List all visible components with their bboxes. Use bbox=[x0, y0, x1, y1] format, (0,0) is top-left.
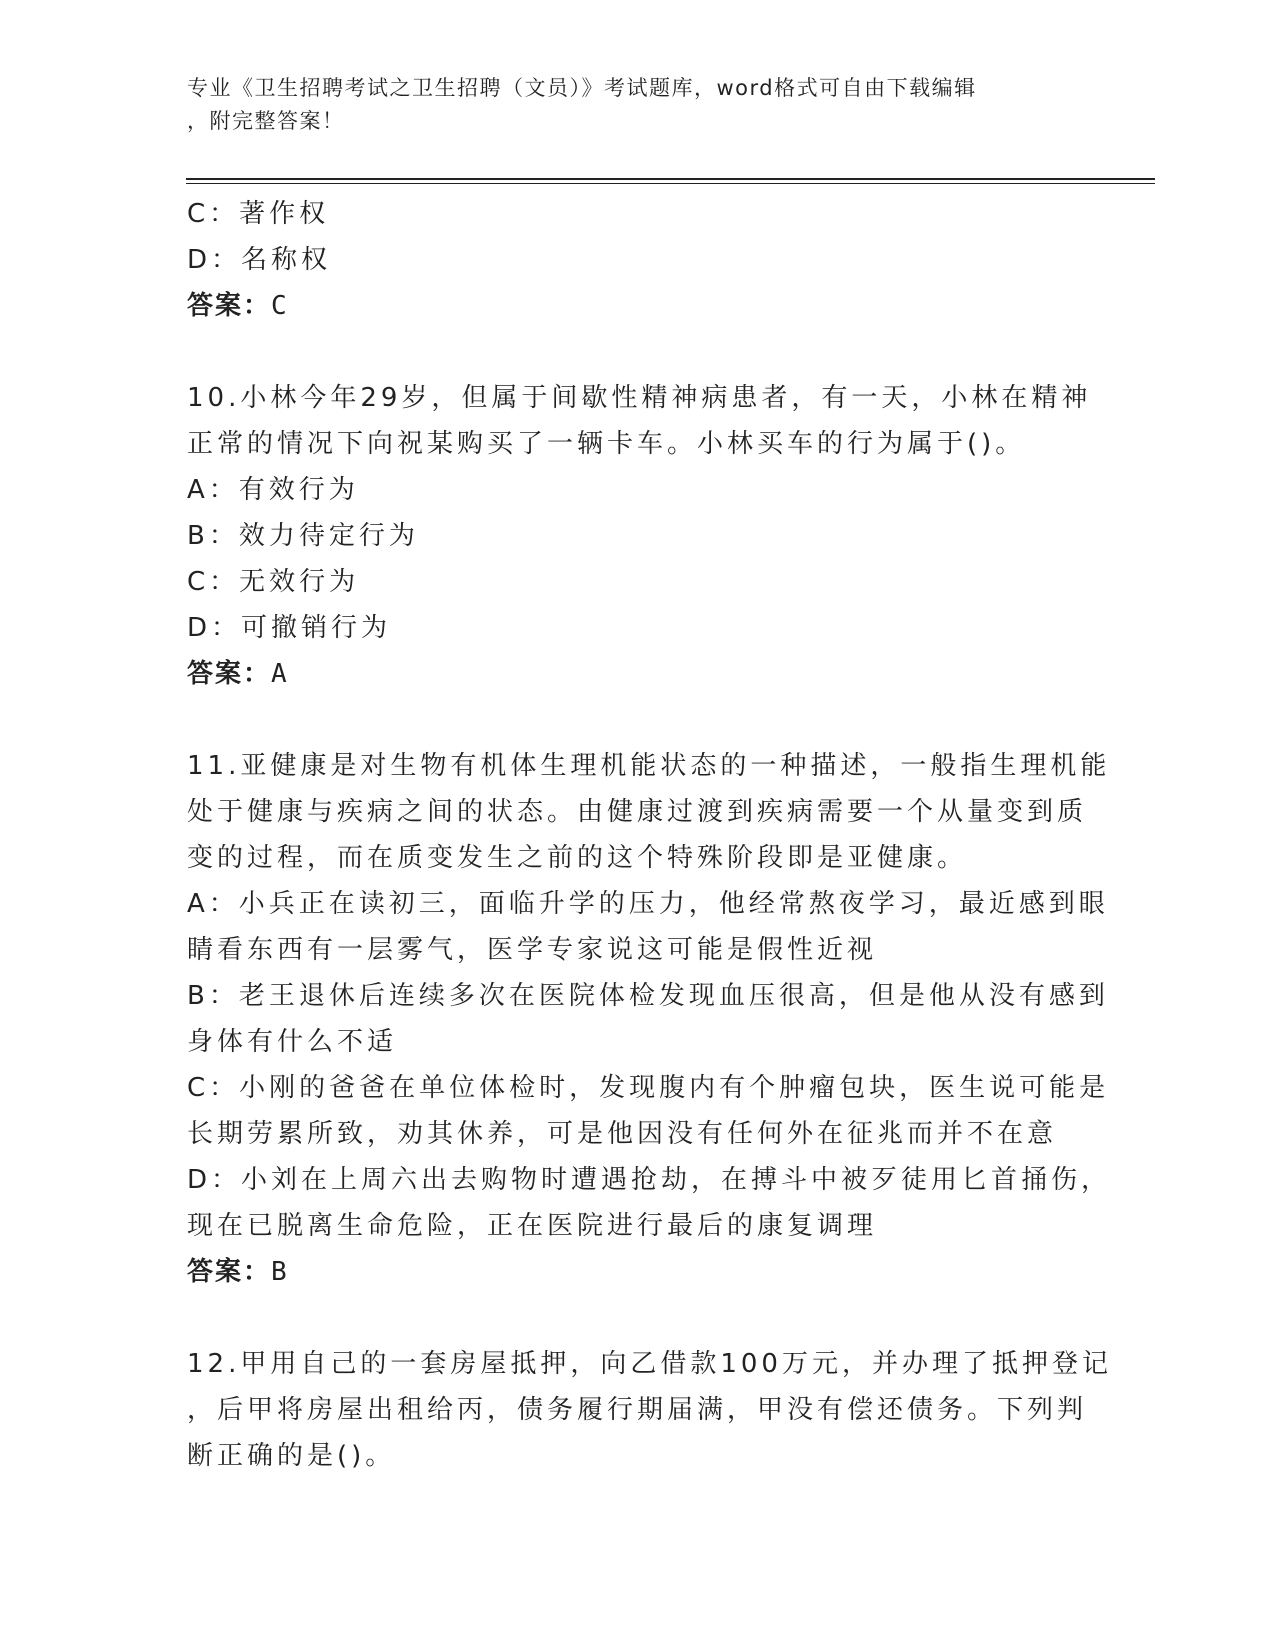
answer-value: C bbox=[271, 291, 289, 321]
option-c: 长期劳累所致，劝其休养，可是他因没有任何外在征兆而并不在意 bbox=[187, 1119, 1058, 1149]
question-stem: 断正确的是()。 bbox=[187, 1441, 396, 1471]
option-b: 身体有什么不适 bbox=[187, 1027, 398, 1057]
answer-value: A bbox=[271, 659, 289, 689]
answer-line bbox=[187, 1249, 1087, 1295]
header-rule-thin bbox=[186, 183, 1155, 184]
option-a: A：有效行为 bbox=[187, 475, 359, 505]
option-c: C：无效行为 bbox=[187, 567, 360, 597]
option-b: B：老王退休后连续多次在医院体检发现血压很高，但是他从没有感到 bbox=[187, 981, 1109, 1011]
option-a: 睛看东西有一层雾气，医学专家说这可能是假性近视 bbox=[187, 935, 878, 965]
page-header bbox=[187, 72, 1067, 138]
option-c: C：著作权 bbox=[187, 199, 330, 229]
option-c: C：小刚的爸爸在单位体检时，发现腹内有个肿瘤包块，医生说可能是 bbox=[187, 1073, 1110, 1103]
question-stem: 10.小林今年29岁，但属于间歇性精神病患者，有一天，小林在精神 bbox=[187, 383, 1092, 413]
answer-label: 答案： bbox=[187, 659, 272, 689]
header-line-2: ，附完整答案！ bbox=[187, 109, 345, 133]
answer-label: 答案： bbox=[187, 1257, 272, 1287]
question-stem: 11.亚健康是对生物有机体生理机能状态的一种描述，一般指生理机能 bbox=[187, 751, 1111, 781]
header-rule-thick bbox=[186, 178, 1155, 180]
question-stem: ，后甲将房屋出租给丙，债务履行期届满，甲没有偿还债务。下列判 bbox=[187, 1395, 1088, 1425]
question-stem: 变的过程，而在质变发生之前的这个特殊阶段即是亚健康。 bbox=[187, 843, 968, 873]
question-10 bbox=[187, 375, 1092, 697]
option-b: B：效力待定行为 bbox=[187, 521, 419, 551]
question-9-tail bbox=[187, 191, 1087, 329]
question-body bbox=[187, 191, 1112, 1479]
header-line-1: 专业《卫生招聘考试之卫生招聘（文员）》考试题库，word格式可自由下载编辑 bbox=[187, 76, 977, 100]
question-stem: 12.甲用自己的一套房屋抵押，向乙借款100万元，并办理了抵押登记 bbox=[187, 1349, 1112, 1379]
question-11 bbox=[187, 743, 1112, 1295]
answer-value: B bbox=[271, 1257, 289, 1287]
answer-label: 答案： bbox=[187, 291, 272, 321]
option-a: A：小兵正在读初三，面临升学的压力，他经常熬夜学习，最近感到眼 bbox=[187, 889, 1109, 919]
option-d: D：名称权 bbox=[187, 245, 332, 275]
question-12 bbox=[187, 1341, 1112, 1479]
question-stem: 正常的情况下向祝某购买了一辆卡车。小林买车的行为属于()。 bbox=[187, 429, 1026, 459]
option-d: 现在已脱离生命危险，正在医院进行最后的康复调理 bbox=[187, 1211, 878, 1241]
question-stem: 处于健康与疾病之间的状态。由健康过渡到疾病需要一个从量变到质 bbox=[187, 797, 1088, 827]
answer-line bbox=[187, 651, 1087, 697]
option-d: D：可撤销行为 bbox=[187, 613, 392, 643]
option-d: D：小刘在上周六出去购物时遭遇抢劫，在搏斗中被歹徒用匕首捅伤， bbox=[187, 1165, 1112, 1195]
answer-line bbox=[187, 283, 1087, 329]
